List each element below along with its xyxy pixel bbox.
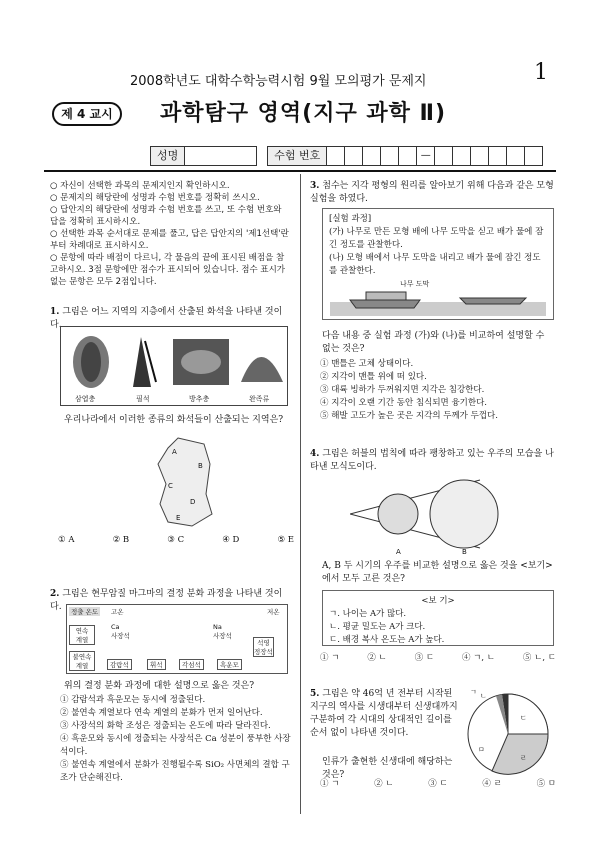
- number-box[interactable]: [399, 146, 417, 166]
- quartz-orthoclase: 석영 정장석: [254, 639, 273, 656]
- choice[interactable]: ④ 지각이 오랜 기간 동안 침식되면 융기한다.: [320, 398, 488, 408]
- continuous-series-label: 연속 계열: [69, 625, 95, 645]
- fig-label: 나무 도막: [400, 280, 430, 288]
- q1-choices: [58, 534, 294, 547]
- pie-label: ㄹ: [520, 754, 527, 762]
- choice[interactable]: ① A: [58, 535, 75, 545]
- choice[interactable]: ⑤ 해발 고도가 높은 곳은 지각의 두께가 두껍다.: [320, 411, 498, 421]
- q4-number: 4.: [310, 449, 320, 459]
- choice[interactable]: ⑤ 불연속 계열에서 분화가 진행될수록 SiO₂ 사면체의 결합 구조가 단순해진다.: [60, 760, 290, 783]
- q3-stem: [310, 180, 556, 206]
- biotite: 흑운모: [217, 659, 242, 670]
- experiment-step: (가) 나무로 만든 모형 배에 나무 도막을 싣고 배가 물에 잠긴 정도를 관찰한다.: [329, 227, 544, 250]
- pie-label: ㄷ: [520, 714, 527, 722]
- number-dash: —: [417, 146, 435, 166]
- choice[interactable]: ② 지각이 맨틀 위에 떠 있다.: [320, 372, 427, 382]
- bogi-title: <보 기>: [421, 596, 455, 606]
- choice[interactable]: ④ ㄹ: [482, 779, 502, 789]
- map-label: C: [168, 482, 173, 490]
- q4-choices: [320, 652, 556, 665]
- olivine: 감람석: [107, 659, 132, 670]
- choice[interactable]: ② ㄴ: [374, 779, 394, 789]
- choice[interactable]: ③ ㄷ: [428, 779, 448, 789]
- choice[interactable]: ④ ㄱ, ㄴ: [461, 653, 496, 663]
- q4-ask: A, B 두 시기의 우주를 비교한 설명으로 옳은 것을 <보기>에서 모두 고른 것은?: [322, 561, 553, 584]
- choice[interactable]: ⑤ ㅁ: [536, 779, 556, 789]
- boat-figure: [330, 282, 546, 316]
- q1-stem-text: 그림은 어느 지역의 지층에서 산출된 화석을 나타낸 것이다.: [50, 307, 283, 330]
- pie-label: ㄱ: [470, 688, 477, 696]
- q2-ask: 위의 결정 분화 과정에 대한 설명으로 옳은 것은?: [64, 681, 255, 691]
- q2-stem-text: 그림은 현무암질 마그마의 결정 분화 과정을 나타낸 것이다.: [50, 589, 283, 612]
- low-temp-label: 저온: [267, 608, 280, 616]
- q5-stem: [310, 688, 458, 740]
- temp-label: 정출 온도: [71, 608, 99, 616]
- q3-ask: 다음 내용 중 실험 과정 (가)와 (나)를 비교하여 설명할 수 없는 것은?: [322, 331, 545, 354]
- number-box[interactable]: [489, 146, 507, 166]
- map-label: A: [172, 448, 177, 456]
- number-box[interactable]: [507, 146, 525, 166]
- high-temp-label: 고온: [111, 608, 124, 616]
- number-box[interactable]: [363, 146, 381, 166]
- instruction-item: ○ 문항에 따라 배점이 다르니, 각 물음의 끝에 표시된 배점을 참고하시오. 3점 문항에만 점수가 표시되어 있습니다. 점수 표시가 없는 문항은 모두 2점입니다.: [50, 253, 286, 287]
- choice[interactable]: ① 맨틀은 고체 상태이다.: [320, 359, 414, 369]
- fossil-label: 필석: [136, 395, 150, 403]
- choice[interactable]: ② ㄴ: [367, 653, 387, 663]
- subject-title: 과학탐구 영역(지구 과학 Ⅱ): [160, 101, 447, 126]
- number-box[interactable]: [471, 146, 489, 166]
- period-badge: 제 4 교시: [52, 102, 122, 126]
- map-label: B: [198, 462, 203, 470]
- choice[interactable]: ③ ㄷ: [414, 653, 435, 663]
- number-box[interactable]: [453, 146, 471, 166]
- choice[interactable]: ④ 흑운모와 동시에 정출되는 사장석은 Ca 성분이 풍부한 사장석이다.: [60, 734, 291, 757]
- exam-header-title: 2008학년도 대학수학능력시험 9월 모의평가 문제지: [130, 74, 427, 89]
- choice[interactable]: ③ 사장석의 화학 조성은 정출되는 온도에 따라 달라진다.: [60, 721, 271, 731]
- q5-choices: [320, 778, 556, 791]
- instruction-item: ○ 자신이 선택한 과목의 문제지인지 확인하시오.: [50, 181, 230, 191]
- bogi-item: ㄴ. 평균 밀도는 A가 크다.: [329, 622, 426, 632]
- q4-stem-text: 그림은 허블의 법칙에 따라 팽창하고 있는 우주의 모습을 나타낸 모식도이다.: [310, 449, 554, 472]
- universe-label: A: [396, 548, 401, 556]
- instruction-item: ○ 문제지의 해당란에 성명과 수험 번호를 정확히 쓰시오.: [50, 193, 260, 203]
- choice[interactable]: ② B: [112, 535, 130, 545]
- bogi-item: ㄱ. 나이는 A가 많다.: [329, 609, 407, 619]
- choice[interactable]: ③ 대륙 빙하가 두꺼워지면 지각은 침강한다.: [320, 385, 485, 395]
- page-number: 1: [534, 60, 548, 85]
- column-divider: [300, 174, 301, 814]
- q5-ask: 인류가 출현한 신생대에 해당하는 것은?: [322, 757, 453, 780]
- q3-stem-text: 첨수는 지각 평형의 원리를 알아보기 위해 다음과 같은 모형 실험을 하였다.: [310, 181, 554, 204]
- number-box[interactable]: [435, 146, 453, 166]
- q5-stem-text: 그림은 약 46억 년 전부터 시작된 지구의 역사를 시생대부터 신생대까지 구분하여 각 시대의 상대적인 길이를 순서 없이 나타낸 것이다.: [310, 689, 458, 738]
- q3-number: 3.: [310, 181, 320, 191]
- fossil-label: 방추충: [189, 395, 210, 403]
- amphibole: 각섬석: [179, 659, 204, 670]
- universe-expansion-figure: [350, 476, 530, 552]
- universe-label: B: [462, 548, 467, 556]
- choice[interactable]: ⑤ E: [277, 535, 294, 545]
- experiment-step: (나) 모형 배에서 나무 도막을 내리고 배가 물에 잠긴 정도를 관찰한다.: [329, 253, 541, 276]
- bogi-box: [322, 590, 554, 646]
- q4-stem: [310, 448, 556, 474]
- choice[interactable]: ⑤ ㄴ, ㄷ: [522, 653, 556, 663]
- instruction-item: ○ 답안지의 해당란에 성명과 수험 번호를 쓰고, 또 수험 번호와 답을 정확히 표시하시오.: [50, 205, 282, 227]
- q2-number: 2.: [50, 589, 60, 599]
- header-rule: [44, 170, 556, 172]
- ca-plagioclase: Ca 사장석: [111, 623, 130, 640]
- id-row: [150, 146, 543, 166]
- na-plagioclase: Na 사장석: [213, 623, 232, 640]
- choice[interactable]: ① 감람석과 흑운모는 동시에 정출된다.: [60, 695, 206, 705]
- number-label: 수험 번호: [267, 146, 327, 166]
- experiment-title: [실험 과정]: [329, 214, 372, 224]
- korea-map: [148, 434, 228, 530]
- q1-number: 1.: [50, 307, 60, 317]
- q1-ask: 우리나라에서 이러한 종류의 화석들이 산출되는 지역은?: [64, 415, 284, 425]
- choice[interactable]: ① ㄱ: [320, 653, 340, 663]
- earth-history-pie: [462, 688, 554, 780]
- name-label: 성명: [150, 146, 185, 166]
- number-box[interactable]: [525, 146, 543, 166]
- bogi-item: ㄷ. 배경 복사 온도는 A가 높다.: [329, 635, 445, 645]
- q2-choices: [60, 694, 294, 785]
- choice[interactable]: ③ C: [167, 535, 185, 545]
- number-box[interactable]: [345, 146, 363, 166]
- fossil-figure: [60, 326, 288, 406]
- pie-label: ㄴ: [480, 692, 487, 700]
- fossil-label: 삼엽충: [75, 395, 96, 403]
- choice[interactable]: ① ㄱ: [320, 779, 340, 789]
- crystallization-diagram: [66, 604, 288, 674]
- choice[interactable]: ② 불연속 계열보다 연속 계열의 분화가 먼저 일어난다.: [60, 708, 263, 718]
- q3-choices: [320, 358, 556, 423]
- pie-label: ㅁ: [478, 746, 485, 754]
- q5-number: 5.: [310, 689, 320, 699]
- map-label: D: [190, 498, 196, 506]
- pyroxene: 휘석: [147, 659, 166, 670]
- fossil-label: 완족류: [249, 395, 270, 403]
- map-label: E: [176, 514, 181, 522]
- number-box[interactable]: [327, 146, 345, 166]
- number-box[interactable]: [381, 146, 399, 166]
- instruction-item: ○ 선택한 과목 순서대로 문제를 풀고, 답은 답안지의 '제1선택'란부터 차례대로 표시하시오.: [50, 229, 289, 251]
- discontinuous-series-label: 불연속 계열: [69, 651, 95, 671]
- name-field[interactable]: [185, 146, 257, 166]
- instructions: [50, 180, 292, 288]
- choice[interactable]: ④ D: [222, 535, 240, 545]
